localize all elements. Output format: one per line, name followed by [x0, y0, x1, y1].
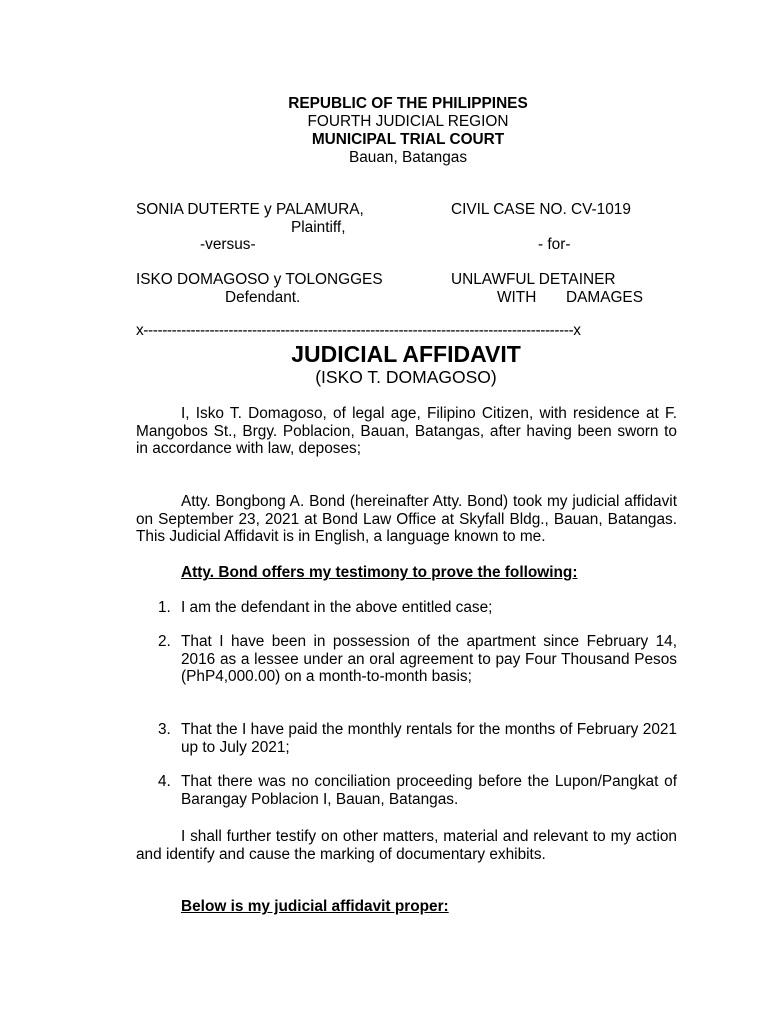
taker-paragraph: Atty. Bongbong A. Bond (hereinafter Atty. Bond) took my judicial affidavit on September 23, 2021 at Bond Law Office at Skyfall Bldg., Bauan, Batangas. This Judicial Affidavit is in English, a language known to me.: [136, 493, 677, 546]
for-label: - for-: [538, 236, 571, 254]
list-item-number: 2.: [158, 633, 171, 650]
caption-separator: x-------------------------------------------------------------------------------------------x: [136, 322, 581, 339]
case-number: CIVIL CASE NO. CV-1019: [451, 201, 631, 218]
case-type: UNLAWFUL DETAINER: [451, 271, 616, 289]
intro-paragraph: I, Isko T. Domagoso, of legal age, Filipino Citizen, with residence at F. Mangobos St., Brgy. Poblacion, Bauan, Batangas, after having been sworn to in accordance with law, deposes;: [136, 405, 677, 458]
list-item-text: That there was no conciliation proceeding before the Lupon/Pangkat of Barangay Poblacion I, Bauan, Batangas.: [181, 773, 677, 808]
versus-label: -versus-: [200, 236, 256, 254]
case-type-with: WITH: [497, 288, 537, 306]
list-item-number: 4.: [158, 773, 171, 790]
list-item-text: That the I have paid the monthly rentals for the months of February 2021 up to July 2021;: [181, 721, 677, 756]
header-republic: REPUBLIC OF THE PHILIPPINES: [288, 95, 528, 112]
offer-heading: Atty. Bond offers my testimony to prove the following:: [181, 564, 578, 581]
court-header: [0, 95, 768, 167]
proper-heading: Below is my judicial affidavit proper:: [181, 898, 449, 915]
plaintiff-role: Plaintiff,: [291, 218, 346, 236]
case-type-damages: DAMAGES: [566, 288, 643, 306]
list-item-number: 3.: [158, 721, 171, 738]
list-item-text: That I have been in possession of the apartment since February 14, 2016 as a lessee under an oral agreement to pay Four Thousand Pesos (PhP4,000.00) on a month-to-month basis;: [181, 633, 677, 686]
header-region: FOURTH JUDICIAL REGION: [307, 113, 509, 130]
list-item-text: I am the defendant in the above entitled case;: [181, 599, 493, 616]
defendant-role: Defendant.: [225, 288, 301, 306]
document-subtitle: (ISKO T. DOMAGOSO): [315, 367, 497, 387]
defendant-name: ISKO DOMAGOSO y TOLONGGES: [136, 271, 383, 289]
document-title: JUDICIAL AFFIDAVIT: [291, 341, 521, 367]
case-caption: [136, 201, 656, 307]
further-paragraph: I shall further testify on other matters, material and relevant to my action and identify and cause the marking of documentary exhibits.: [136, 828, 677, 863]
plaintiff-name: SONIA DUTERTE y PALAMURA,: [136, 201, 364, 218]
header-location: Bauan, Batangas: [348, 149, 468, 166]
header-court: MUNICIPAL TRIAL COURT: [311, 131, 505, 148]
list-item-number: 1.: [158, 599, 171, 616]
